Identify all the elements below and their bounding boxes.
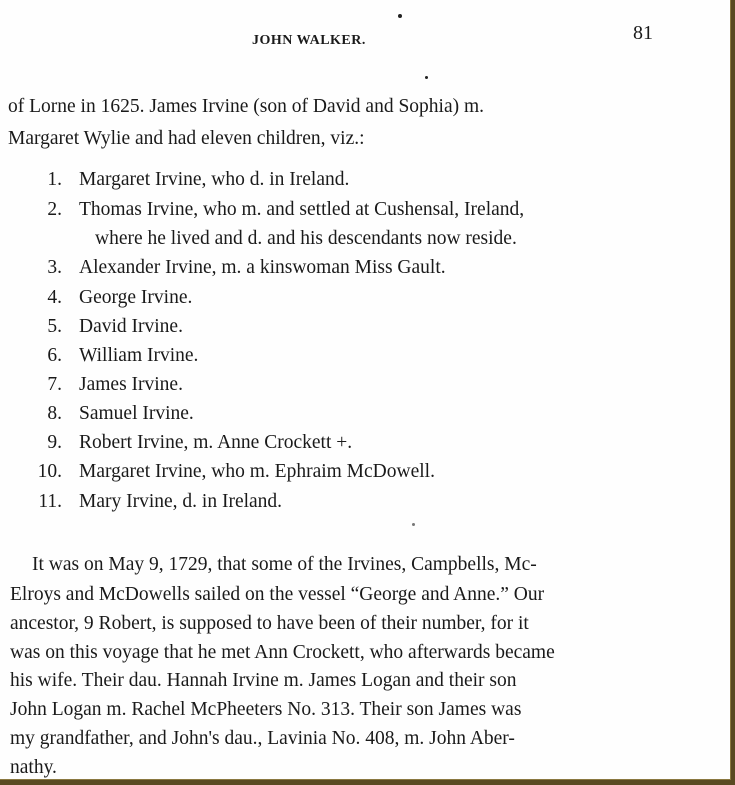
item-number: 1. (47, 169, 62, 190)
item-number: 6. (47, 345, 62, 366)
item-number: 5. (47, 316, 62, 337)
item-number: 10. (37, 461, 62, 482)
intro-line: Margaret Wylie and had eleven children, viz.: (8, 128, 365, 149)
scan-speck (412, 523, 415, 526)
item-number: 11. (38, 491, 62, 512)
paragraph-line: his wife. Their dau. Hannah Irvine m. James Logan and their son (10, 670, 517, 691)
item-number: 4. (47, 287, 62, 308)
item-number: 3. (47, 257, 62, 278)
item-text: Margaret Irvine, who m. Ephraim McDowell. (79, 461, 435, 482)
item-text: Alexander Irvine, m. a kinswoman Miss Gault. (79, 257, 446, 278)
scan-speck (398, 14, 402, 18)
paragraph-line: ancestor, 9 Robert, is supposed to have been of their number, for it (10, 613, 529, 634)
scan-speck (425, 76, 428, 79)
item-text: Thomas Irvine, who m. and settled at Cushensal, Ireland, (79, 199, 525, 220)
paragraph-line: was on this voyage that he met Ann Crockett, who afterwards became (10, 642, 555, 663)
item-text: George Irvine. (79, 287, 193, 308)
paragraph-line: Elroys and McDowells sailed on the vessel “George and Anne.” Our (10, 584, 545, 605)
paragraph-line: nathy. (10, 757, 57, 778)
item-text: William Irvine. (79, 345, 199, 366)
item-number: 9. (47, 432, 62, 453)
item-text: Margaret Irvine, who d. in Ireland. (79, 169, 350, 190)
item-text: Mary Irvine, d. in Ireland. (79, 491, 283, 512)
running-head: JOHN WALKER. (252, 33, 366, 48)
item-text: James Irvine. (79, 374, 183, 395)
page-number: 81 (633, 22, 653, 44)
paragraph-line: It was on May 9, 1729, that some of the Irvines, Campbells, Mc- (32, 554, 537, 575)
item-number: 2. (47, 199, 62, 220)
paragraph-line: my grandfather, and John's dau., Lavinia No. 408, m. John Aber- (10, 728, 515, 749)
item-text: Robert Irvine, m. Anne Crockett +. (79, 432, 353, 453)
item-continuation: where he lived and d. and his descendants now reside. (95, 228, 517, 249)
item-number: 8. (47, 403, 62, 424)
paragraph-line: John Logan m. Rachel McPheeters No. 313. Their son James was (10, 699, 522, 720)
item-text: Samuel Irvine. (79, 403, 194, 424)
item-text: David Irvine. (79, 316, 183, 337)
item-number: 7. (47, 374, 62, 395)
intro-line: of Lorne in 1625. James Irvine (son of David and Sophia) m. (8, 96, 485, 117)
